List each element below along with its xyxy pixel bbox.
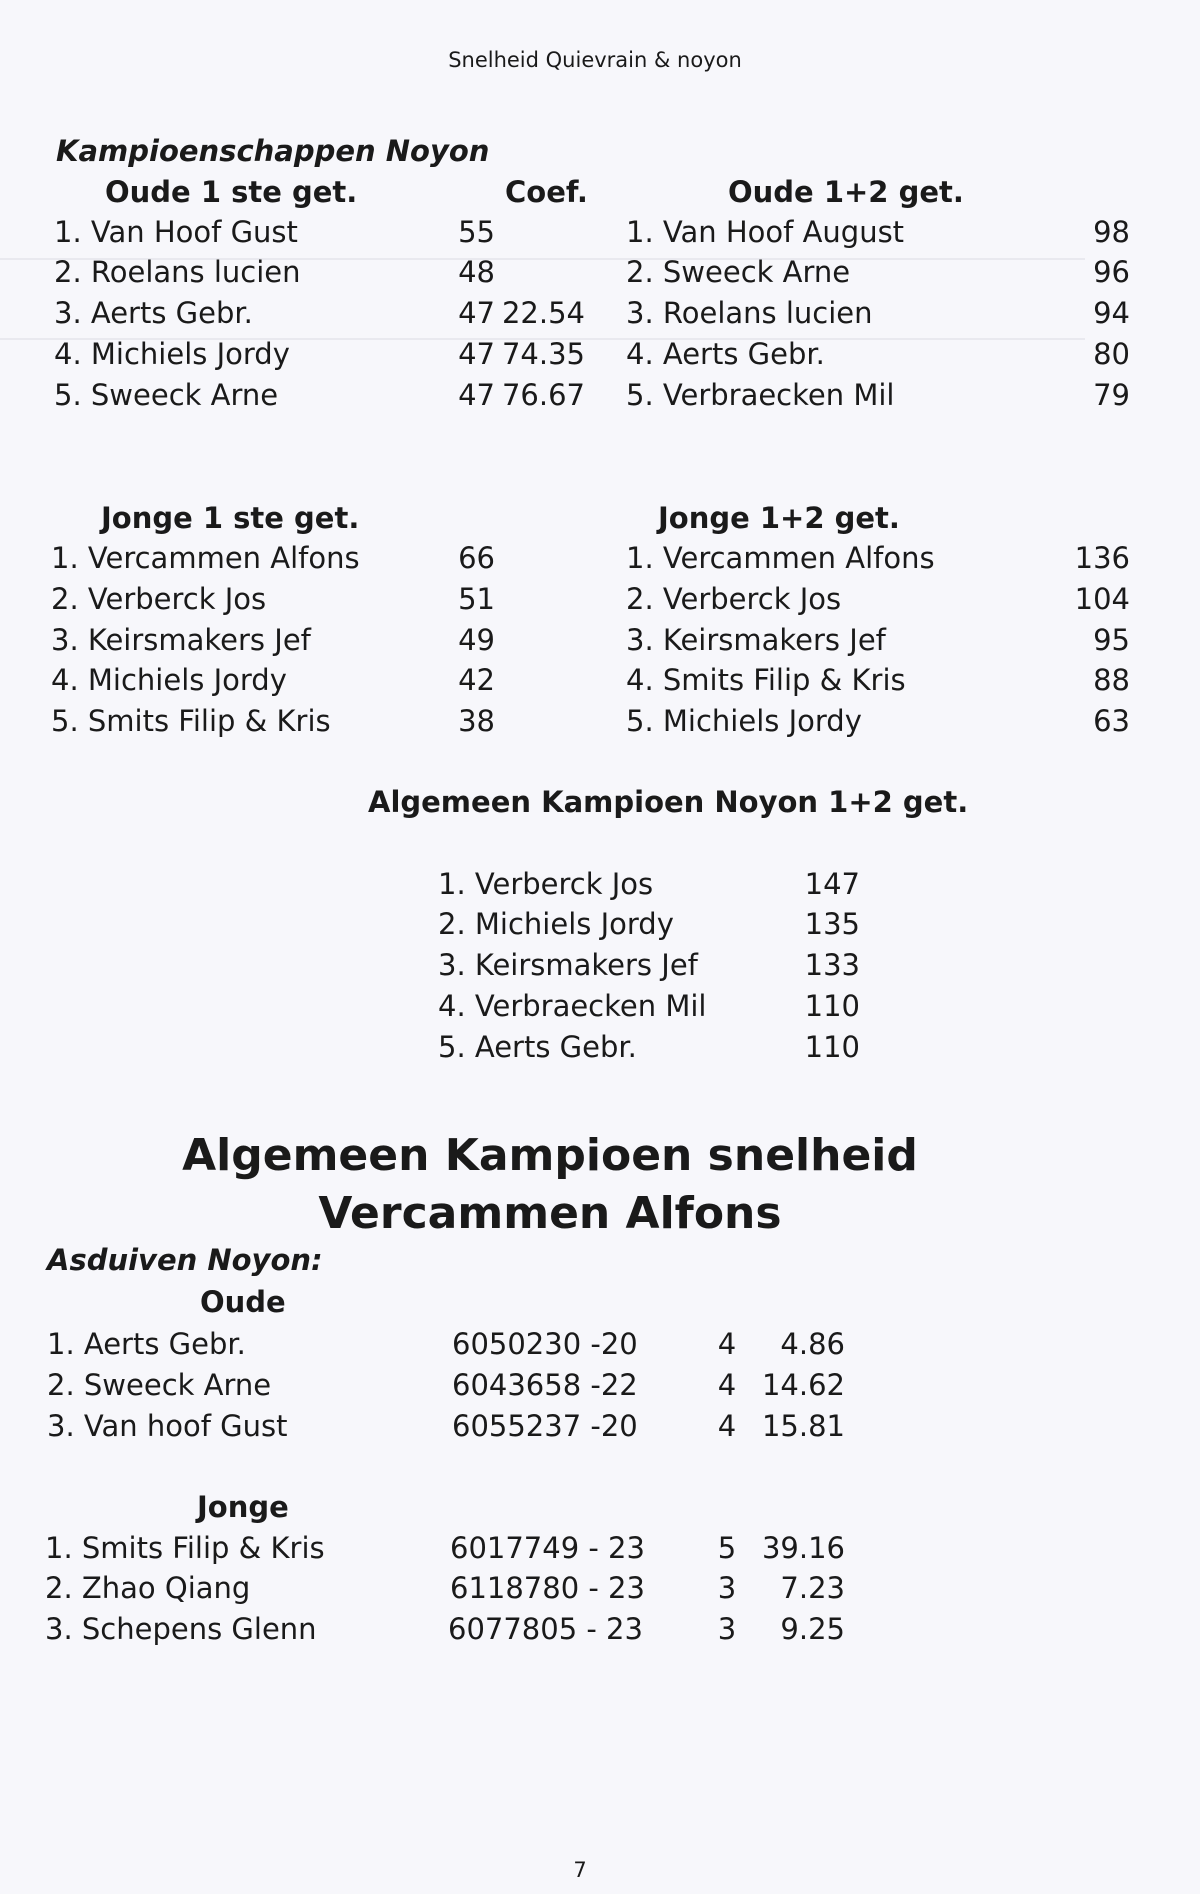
table-row-points: 98: [1093, 215, 1130, 249]
table-row-points: 51: [458, 582, 495, 616]
table-row-coef: 39.16: [761, 1531, 845, 1565]
table-row-count: 4: [717, 1368, 737, 1402]
table-row-ring: 6017749 - 23: [450, 1531, 645, 1565]
table-row-name: 2. Zhao Qiang: [45, 1571, 251, 1605]
table-row-name: 3. Van hoof Gust: [47, 1409, 288, 1443]
table-row-points: 135: [804, 907, 860, 941]
table-row-name: 2. Sweeck Arne: [626, 255, 851, 289]
table-row-points: 147: [804, 867, 860, 901]
table-row-points: 96: [1093, 255, 1130, 289]
table-row-coef: 7.23: [780, 1571, 845, 1605]
table-row-points: 80: [1093, 337, 1130, 371]
table-row-ring: 6118780 - 23: [450, 1571, 645, 1605]
table-row-coef: 4.86: [780, 1327, 845, 1361]
table-row-name: 2. Verberck Jos: [51, 582, 267, 616]
table-row-name: 3. Keirsmakers Jef: [626, 623, 886, 657]
table-row-name: 3. Aerts Gebr.: [54, 296, 253, 330]
table-row-name: 5. Smits Filip & Kris: [51, 704, 331, 738]
table-row-points: 49: [458, 623, 495, 657]
table-row-name: 3. Schepens Glenn: [45, 1612, 317, 1646]
table-row-name: 1. Vercammen Alfons: [51, 541, 360, 575]
table-row-points: 88: [1093, 663, 1130, 697]
table-row-points: 110: [804, 1030, 860, 1064]
table-row-name: 5. Sweeck Arne: [54, 378, 279, 412]
table-row-name: 4. Michiels Jordy: [54, 337, 290, 371]
asduiven-title: Asduiven Noyon:: [47, 1243, 323, 1277]
table-row-points: 42: [458, 663, 495, 697]
table-row-name: 1. Smits Filip & Kris: [45, 1531, 325, 1565]
table-row-count: 5: [717, 1531, 737, 1565]
table-row-ring: 6055237 -20: [452, 1409, 638, 1443]
table-row-count: 3: [717, 1612, 737, 1646]
kampioenschappen-title: Kampioenschappen Noyon: [56, 134, 490, 168]
asduiven-jonge-heading: Jonge: [197, 1490, 289, 1524]
jonge-12-heading: Jonge 1+2 get.: [658, 501, 900, 535]
table-row-name: 1. Van Hoof August: [626, 215, 905, 249]
table-row-name: 2. Sweeck Arne: [47, 1368, 272, 1402]
table-row-name: 1. Vercammen Alfons: [626, 541, 935, 575]
table-row-name: 2. Roelans lucien: [54, 255, 301, 289]
table-row-points: 95: [1093, 623, 1130, 657]
table-row-name: 4. Aerts Gebr.: [626, 337, 825, 371]
oude-1-heading: Oude 1 ste get.: [105, 175, 358, 209]
coef-heading: Coef.: [505, 175, 588, 209]
table-row-points: 110: [804, 989, 860, 1023]
table-row-points: 136: [1074, 541, 1130, 575]
algemeen-heading: Algemeen Kampioen Noyon 1+2 get.: [368, 785, 969, 819]
table-row-points: 104: [1074, 582, 1130, 616]
table-row-points: 55: [458, 215, 495, 249]
table-row-coef: 76.67: [501, 378, 585, 412]
table-row-points: 48: [458, 255, 495, 289]
table-row-coef: 15.81: [761, 1409, 845, 1443]
table-row-count: 3: [717, 1571, 737, 1605]
table-row-name: 5. Aerts Gebr.: [438, 1030, 637, 1064]
snelheid-title: Algemeen Kampioen snelheid: [182, 1130, 918, 1181]
table-row-name: 3. Keirsmakers Jef: [51, 623, 311, 657]
table-row-coef: 22.54: [501, 296, 585, 330]
table-row-coef: 74.35: [501, 337, 585, 371]
table-row-points: 38: [458, 704, 495, 738]
table-row-name: 5. Michiels Jordy: [626, 704, 862, 738]
table-row-ring: 6050230 -20: [452, 1327, 638, 1361]
table-row-count: 4: [717, 1327, 737, 1361]
table-row-points: 47: [458, 378, 495, 412]
table-row-name: 1. Van Hoof Gust: [54, 215, 298, 249]
table-row-ring: 6043658 -22: [452, 1368, 638, 1402]
table-row-points: 94: [1093, 296, 1130, 330]
jonge-1-heading: Jonge 1 ste get.: [101, 501, 360, 535]
table-row-name: 5. Verbraecken Mil: [626, 378, 895, 412]
table-row-ring: 6077805 - 23: [448, 1612, 643, 1646]
table-row-count: 4: [717, 1409, 737, 1443]
oude-12-heading: Oude 1+2 get.: [728, 175, 964, 209]
table-row-name: 4. Michiels Jordy: [51, 663, 287, 697]
table-row-name: 4. Verbraecken Mil: [438, 989, 707, 1023]
table-row-coef: 9.25: [780, 1612, 845, 1646]
table-row-points: 133: [804, 948, 860, 982]
table-row-name: 2. Michiels Jordy: [438, 907, 674, 941]
table-row-name: 4. Smits Filip & Kris: [626, 663, 906, 697]
table-row-coef: 14.62: [761, 1368, 845, 1402]
table-row-points: 66: [458, 541, 495, 575]
table-row-name: 3. Keirsmakers Jef: [438, 948, 698, 982]
asduiven-oude-heading: Oude: [200, 1285, 286, 1319]
table-row-name: 2. Verberck Jos: [626, 582, 842, 616]
table-row-points: 79: [1093, 378, 1130, 412]
table-row-points: 47: [458, 337, 495, 371]
table-row-points: 47: [458, 296, 495, 330]
snelheid-champion: Vercammen Alfons: [318, 1188, 782, 1239]
table-row-points: 63: [1093, 704, 1130, 738]
table-row-name: 1. Verberck Jos: [438, 867, 654, 901]
page-number: 7: [573, 1858, 587, 1882]
table-row-name: 1. Aerts Gebr.: [47, 1327, 246, 1361]
page-header: Snelheid Quievrain & noyon: [448, 48, 742, 72]
table-row-name: 3. Roelans lucien: [626, 296, 873, 330]
